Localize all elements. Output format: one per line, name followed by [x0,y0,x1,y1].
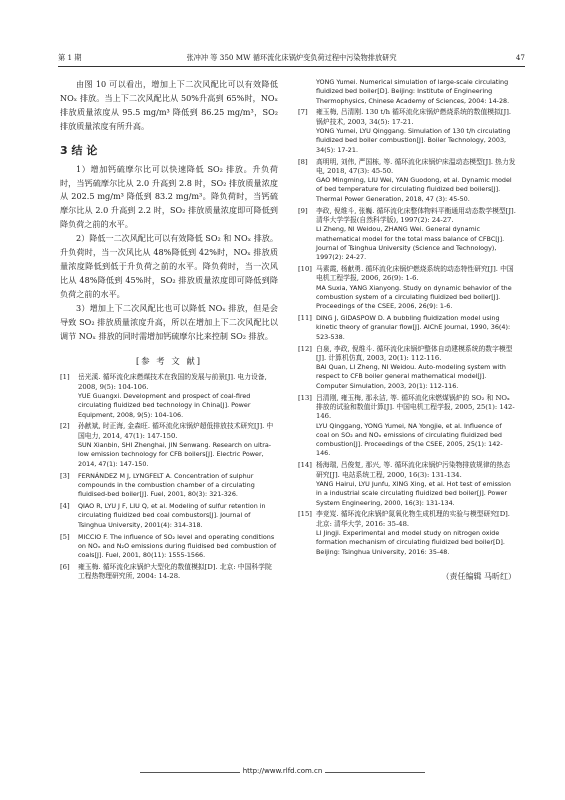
page-footer [150,767,415,779]
left-column [60,78,278,584]
reference-chinese: 马素霞, 杨献勇. 循环流化床锅炉燃烧系统的动态特性研究[J]. 中国电机工程学报, 2006, 26(9): 1-6. [316,265,514,283]
reference-text [316,108,516,154]
reference-text [316,314,516,342]
reference-chinese: 孙献斌, 时正海, 金森旺. 循环流化床锅炉超低排放技术研究[J]. 中国电力, 2014, 47(1): 147-150. [78,422,274,440]
reference-number: [13] [298,393,312,402]
reference-chinese: 吕清刚, 雍玉梅, 那永洁, 等. 循环流化床燃煤锅炉的 SO₂ 和 NOₓ 排放的试验和数值计算[J]. 中国电机工程学报, 2005, 25(1): 142-146. [316,393,515,421]
reference-item [298,461,516,507]
reference-item [60,373,278,419]
reference-number: [7] [298,108,308,117]
reference-chinese: 岳光溪. 循环流化床燃煤技术在我国的发展与前景[J]. 电力设备, 2008, 9(5): 104-106. [78,373,267,391]
reference-chinese: 雍玉梅, 吕清刚. 130 t/h 循环流化床锅炉燃烧系统的数值模拟[J]. 锅炉技术, 2003, 34(5): 17-21. [316,108,512,126]
reference-number [298,78,316,106]
reference-text [316,207,516,263]
reference-item [60,533,278,561]
footer-url: http://www.rlfd.com.cn [242,767,323,775]
reference-text [316,265,516,311]
reference-english: LI Jingji. Experimental and model study on nitrogen oxide formation mechanism of circulating fluidized bed boiler[D]. Beijing: Tsinghua University, 2016: 35-48. [316,529,505,556]
reference-english: BAI Quan, LI Zheng, NI Weidou. Auto-modeling system with respect to CFB boiler general mathematical model[J]. Computer Simulation, 2003, 20(1): 112-116. [316,363,506,390]
reference-text [316,461,516,507]
reference-english: DING J, GIDASPOW D. A bubbling fluidization model using kinetic theory of granular flow[J]. AIChE Journal, 1990, 36(4): 523-538. [316,314,511,341]
reference-chinese: 杨海瑞, 吕俊复, 那兴, 等. 循环流化床锅炉污染物排放规律的热态研究[J]. 电站系统工程, 2000, 16(3): 131-134. [316,461,511,479]
reference-number: [6] [60,563,70,572]
reference-number: [1] [60,373,70,382]
reference-number: [15] [298,510,312,519]
reference-text [316,158,516,204]
reference-text [316,394,516,459]
reference-english: MICCIO F. The influence of SO₂ level and operating conditions on NOₓ and N₂O emissions during fluidised bed combustion of coals[J]. Fuel, 2001, 80(11): 1555-1566. [78,532,277,560]
section-heading-conclusions: 3 结 论 [60,143,98,157]
reference-text [316,78,516,106]
reference-number: [8] [298,157,308,166]
issue-number: 第 1 期 [58,53,82,62]
reference-list-left [60,373,278,581]
reference-number: [11] [298,314,312,323]
footer-rule-right [325,772,425,773]
reference-text [78,533,278,561]
reference-number: [10] [298,265,312,274]
reference-english: QIAO R, LYU J F, LIU Q, et al. Modeling of sulfur retention in circulating fluidized bed coal combustors[J]. Journal of Tsinghua University, 2001(4): 314-318. [78,502,266,529]
reference-text [78,422,278,468]
reference-item [298,394,516,459]
running-header [58,52,525,67]
reference-english: SUN Xianbin, SHI Zhenghai, JIN Senwang. Research on ultra-low emission technology for CFB boilers[J]. Electric Power, 2014, 47(1): 147-150. [78,441,272,468]
reference-text [78,563,278,582]
reference-chinese: 李政, 倪维斗, 张巍. 循环流化床整体物料平衡通用动态数学模型[J]. 清华大学学报(自然科学版), 1997(2): 24-27. [316,206,516,224]
reference-chinese: 白泉, 李政, 倪维斗. 循环流化床锅炉整体自动建模系统的数字模型[J]. 计算机仿真, 2003, 20(1): 112-116. [316,344,513,362]
reference-item [298,345,516,391]
reference-list-right [298,78,516,557]
conclusion-1: 1）增加钙硫摩尔比可以快速降低 SO₂ 排放。升负荷时，当钙硫摩尔比从 2.0 升高到 2.8 时，SO₂ 排放质量浓度从 202.5 mg/m³ 降低到 83.2 mg/m³。降负荷时，当钙硫摩尔比从 2.0 升高到 2.2 时，SO₂ 排放质量浓度即可降低到降负荷之前的水平。 [60,163,278,230]
reference-number: [14] [298,461,312,470]
reference-english: YONG Yumei, LYU Qinggang. Simulation of 130 t/h circulating fluidized bed boiler combustion[J]. Boiler Technology, 2003, 34(5): 17-21. [316,127,511,154]
reference-text [316,345,516,391]
reference-english: YANG Hairui, LYU Junfu, XING Xing, et al. Hot test of emission in a industrial scale circulating fluidized bed boiler[J]. Power System Engineering, 2000, 16(3): 131-134. [316,479,511,507]
reference-english: GAO Mingming, LIU Wei, YAN Guodong, et al. Dynamic model of bed temperature for circulating fluidized bed boilers[J]. Thermal Power Generation, 2018, 47 (3): 45-50. [316,176,512,203]
reference-number: [4] [60,502,70,511]
reference-chinese: 李竞岌. 循环流化床锅炉氮氧化物生成机理的实验与模型研究[D]. 北京: 清华大学, 2016: 35-48. [316,510,510,528]
results-paragraph: 由图 10 可以看出，增加上下二次风配比可以有效降低 NOₓ 排放。当上下二次风配比从 50%升高到 65%时，NOₓ 排放质量浓度从 95.5 mg/m³ 降低到 86.25 mg/m³，SO₂ 排放质量浓度有所升高。 [60,79,278,131]
footer-rule-left [140,772,240,773]
reference-item [298,510,516,556]
reference-number: [9] [298,206,308,215]
reference-number: [5] [60,532,70,541]
conclusion-2: 2）降低一二次风配比可以有效降低 SO₂ 和 NOₓ 排放。升负荷时，当一次风比从 48%降低到 42%时，NOₓ 排放质量浓度降低到低于升负荷之前的水平。降负荷时，当一次风比从 48%降低到 45%时，SO₂ 排放质量浓度即可降低到降负荷之前的水平。 [60,233,278,299]
reference-english: MA Suxia, YANG Xianyong. Study on dynamic behavior of the combustion system of a circulating fluidized bed boiler[J]. Proceedings of the CSEE, 2006, 26(9): 1-6. [316,283,512,311]
reference-number: [12] [298,344,312,353]
reference-item [298,314,516,342]
page-number: 47 [515,53,525,62]
reference-english: LI Zheng, NI Weidou, ZHANG Wei. General dynamic mathematical model for the total mass balance of CFBC[J]. Journal of Tsinghua University (Science and Technology), 1997(2): 24-27. [316,225,505,262]
reference-text [78,373,278,419]
reference-chinese: 雍玉梅. 循环流化床锅炉大型化的数值模拟[D]. 北京: 中国科学院工程热物理研究所, 2004: 14-28. [78,563,272,581]
reference-number: [3] [60,471,70,480]
reference-text [78,472,278,500]
reference-item [298,158,516,204]
reference-item [298,207,516,263]
reference-item [298,78,516,106]
reference-text [78,502,278,530]
reference-item [60,502,278,530]
reference-item [298,108,516,154]
reference-english: FERNÁNDEZ M J, LYNGFELT A. Concentration of sulphur compounds in the combustion chamber of a circulating fluidised-bed boiler[J]. Fuel, 2001, 80(3): 321-326. [78,471,255,499]
responsible-editor: （责任编辑 马昕红） [441,571,516,581]
reference-item [60,422,278,468]
right-column [298,78,516,582]
reference-item [60,472,278,500]
references-heading: [参 考 文 献] [135,356,203,367]
conclusion-3: 3）增加上下二次风配比也可以降低 NOₓ 排放，但是会导致 SO₂ 排放质量浓度升高，所以在增加上下二次风配比以调节 NOₓ 排放的同时需增加钙硫摩尔比来控制 SO₂ 排放。 [60,302,278,341]
reference-text [316,510,516,556]
reference-item [60,563,278,582]
reference-english: YUE Guangxi. Development and prospect of coal-fired circulating fluidized bed technology in China[J]. Power Equipment, 2008, 9(5): 104-106. [78,392,251,419]
running-title: 张冲冲 等 350 MW 循环流化床锅炉变负荷过程中污染物排放研究 [186,53,397,62]
reference-number: [2] [60,422,70,431]
reference-chinese: 高明明, 刘伟, 严国栋, 等. 循环流化床锅炉床温动态模型[J]. 热力发电, 2018, 47(3): 45-50. [316,157,516,175]
reference-english: YONG Yumei. Numerical simulation of large-scale circulating fluidized bed boiler[D]. Beijing: Institute of Engineering Thermophysics, Chinese Academy of Sciences, 2004: 14-28. [316,78,510,105]
reference-english: LYU Qinggang, YONG Yumei, NA Yongjie, et al. Influence of coal on SO₂ and NOₓ emissions of circulating fluidized bed combustion[J]. Proceedings of the CSEE, 2005, 25(1): 142-146. [316,421,503,458]
reference-item [298,265,516,311]
